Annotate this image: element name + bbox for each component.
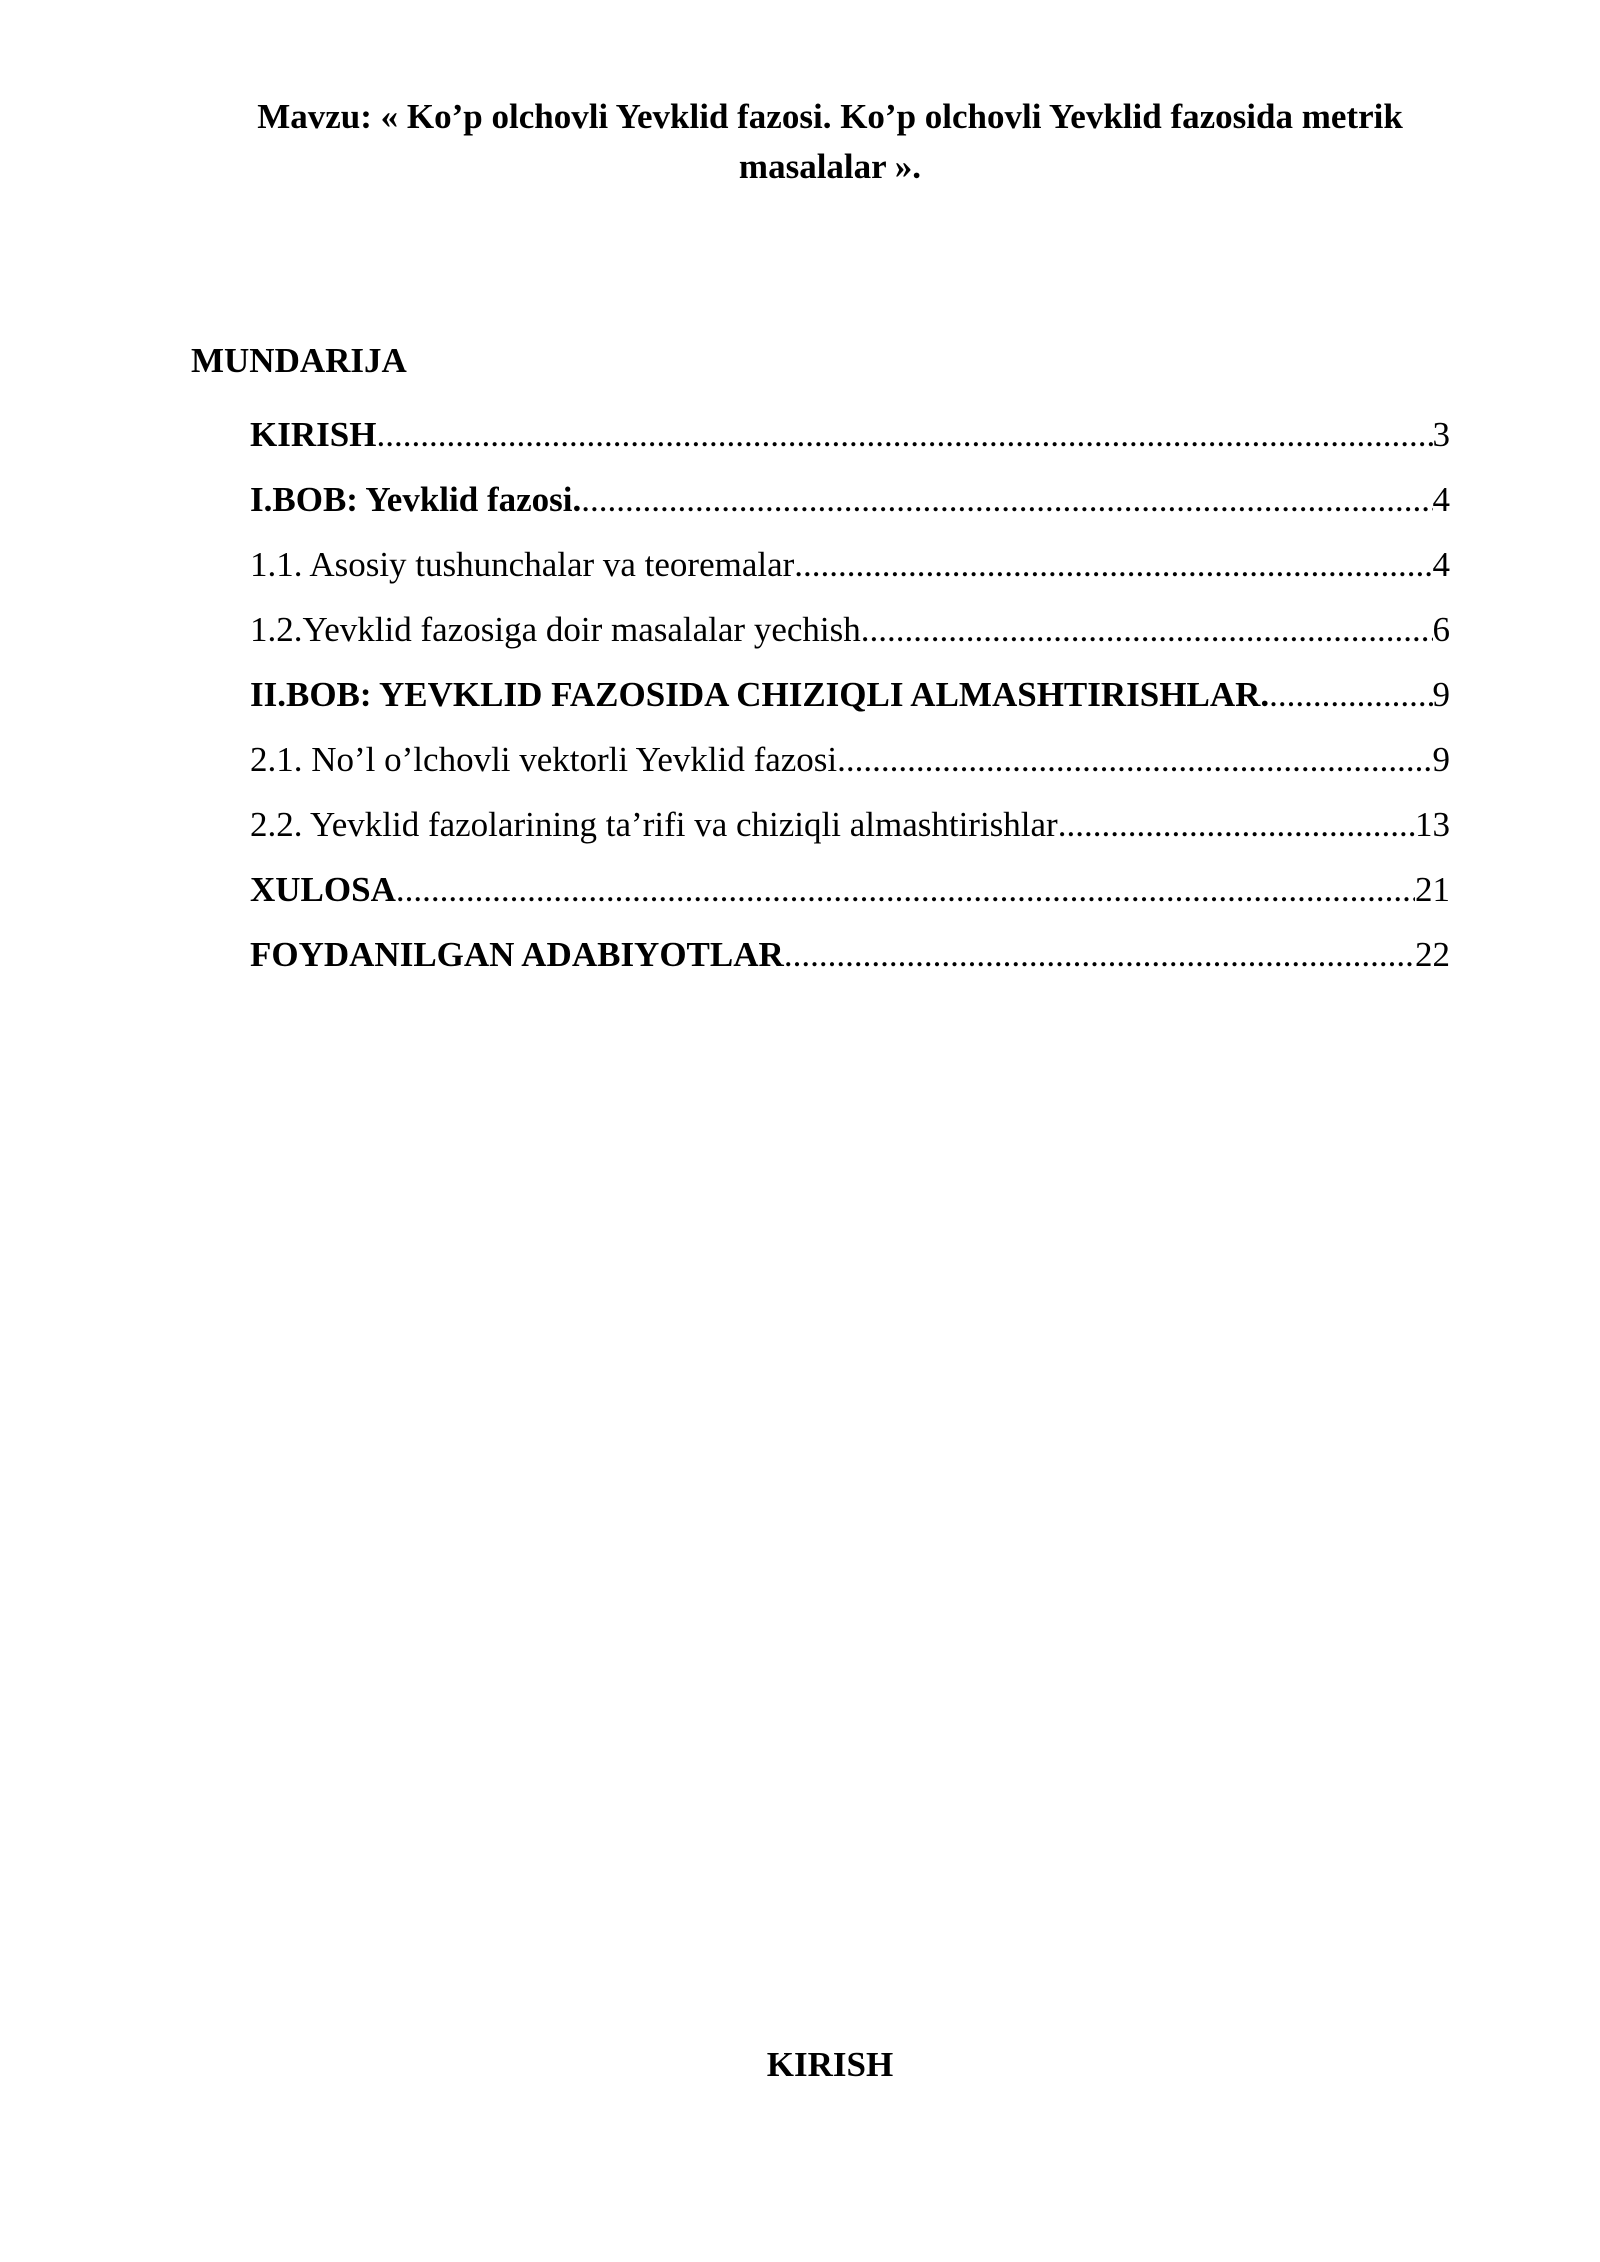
- toc-entry-section-2-1[interactable]: [250, 735, 1450, 800]
- toc-entry-chapter-1[interactable]: [250, 475, 1450, 540]
- toc-entry-section-1-1[interactable]: [250, 540, 1450, 605]
- toc-dot-leader: [1269, 670, 1432, 720]
- toc-dot-leader: [846, 735, 1433, 785]
- toc-dot-leader: [1058, 800, 1415, 850]
- toc-dot-leader: [784, 930, 1415, 980]
- toc-entry-label: KIRISH: [250, 415, 377, 454]
- toc-entry-label: 1.1. Asosiy tushunchalar va teoremalar: [250, 545, 795, 584]
- toc-entry-xulosa[interactable]: [250, 865, 1450, 930]
- toc-entry-label: 2.2. Yevklid fazolarining ta’rifi va chiziqli almashtirishlar: [250, 805, 1058, 844]
- toc-entry-label: XULOSA: [250, 870, 396, 909]
- toc-entry-page: 22: [1415, 935, 1450, 974]
- toc-entry-label: I.BOB: Yevklid fazosi.: [250, 480, 582, 519]
- table-of-contents: [250, 410, 1450, 995]
- toc-entry-page: 13: [1415, 805, 1450, 844]
- toc-dot-leader: [794, 540, 1432, 590]
- toc-dot-leader: [581, 475, 1432, 525]
- toc-entry-references[interactable]: [250, 930, 1450, 995]
- toc-entry-page: 9: [1432, 675, 1450, 714]
- toc-entry-label: 2.1. No’l o’lchovli vektorli Yevklid fazosi.: [250, 740, 846, 779]
- toc-entry-section-2-2[interactable]: [250, 800, 1450, 865]
- toc-entry-page: 4: [1432, 480, 1450, 519]
- toc-entry-chapter-2[interactable]: [250, 670, 1450, 735]
- toc-entry-label: FOYDANILGAN ADABIYOTLAR: [250, 935, 784, 974]
- toc-entry-kirish[interactable]: [250, 410, 1450, 475]
- toc-dot-leader: [861, 605, 1433, 655]
- toc-dot-leader: [396, 865, 1415, 915]
- toc-entry-page: 9: [1432, 740, 1450, 779]
- section-heading-kirish: KIRISH: [766, 2045, 894, 2084]
- toc-entry-page: 4: [1432, 545, 1450, 584]
- toc-dot-leader: [376, 410, 1432, 460]
- toc-entry-label: 1.2.Yevklid fazosiga doir masalalar yechish: [250, 610, 861, 649]
- toc-entry-section-1-2[interactable]: [250, 605, 1450, 670]
- document-title: Mavzu: « Ko’p olchovli Yevklid fazosi. Ko’p olchovli Yevklid fazosida metrik masalalar ».: [257, 97, 1403, 186]
- toc-entry-page: 21: [1415, 870, 1450, 909]
- toc-entry-label: II.BOB: YEVKLID FAZOSIDA CHIZIQLI ALMASHTIRISHLAR.: [250, 675, 1270, 714]
- toc-heading: MUNDARIJA: [191, 341, 407, 380]
- toc-entry-page: 6: [1432, 610, 1450, 649]
- toc-entry-page: 3: [1432, 415, 1450, 454]
